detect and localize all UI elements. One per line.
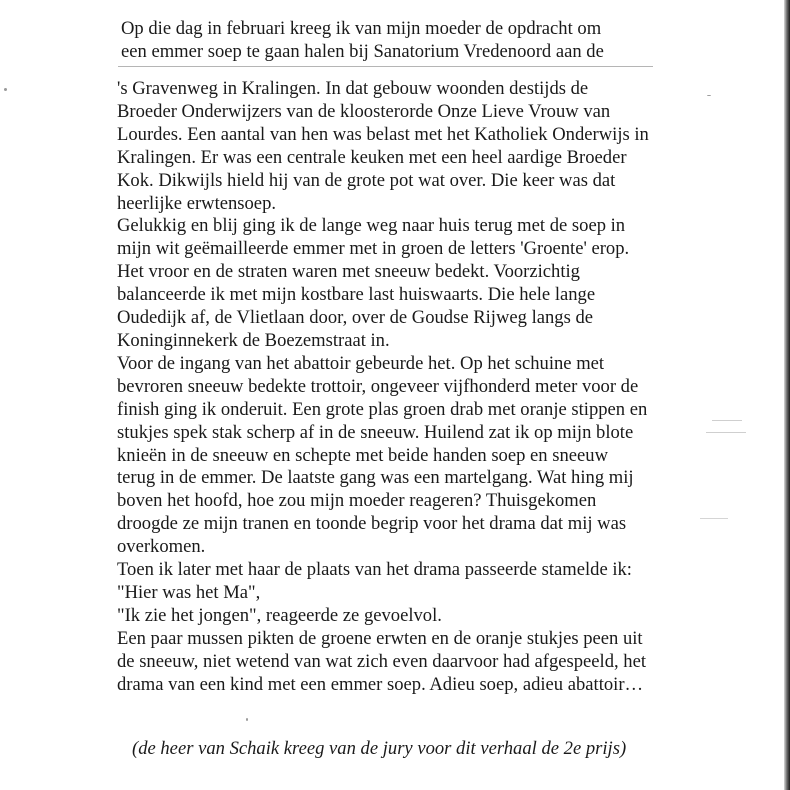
text-line: Koninginnekerk de Boezemstraat in. [117,329,390,351]
text-line: een emmer soep te gaan halen bij Sanatorium Vredenoord aan de [121,40,604,62]
scan-speck [246,718,248,721]
text-line: balanceerde ik met mijn kostbare last huiswaarts. Die hele lange [117,284,596,306]
text-line: droogde ze mijn tranen en toonde begrip voor het drama dat mij was [117,513,627,535]
text-line: 's Gravenweg in Kralingen. In dat gebouw woonden destijds de [117,78,589,99]
text-line: Het vroor en de straten waren met sneeuw bedekt. Voorzichtig [117,261,580,283]
text-line: terug in de emmer. De laatste gang was een martelgang. Wat hing mij [117,467,634,489]
text-line: "Hier was het Ma", [117,581,261,603]
scan-edge-shadow [784,0,790,790]
text-line: Kralingen. Er was een centrale keuken met een heel aardige Broeder [117,146,627,168]
text-line: overkomen. [117,536,206,558]
text-line: Op die dag in februari kreeg ik van mijn moeder de opdracht om [121,18,602,39]
text-line: bevroren sneeuw bedekte trottoir, ongeveer vijfhonderd meter voor de [117,375,639,397]
header-paragraph [121,18,604,64]
text-line: Broeder Onderwijzers van de kloosterorde Onze Lieve Vrouw van [117,100,611,122]
text-line: "Ik zie het jongen", reageerde ze gevoelvol. [117,604,442,626]
text-line: de sneeuw, niet wetend van wat zich even daarvoor had afgespeeld, het [117,650,647,672]
prize-caption: (de heer van Schaik kreeg van de jury voor dit verhaal de 2e prijs) [132,738,627,759]
scan-speck [4,88,7,91]
scan-speck [700,518,728,519]
text-line: Gelukkig en blij ging ik de lange weg naar huis terug met de soep in [117,215,626,237]
scan-speck [712,420,742,421]
text-line: Toen ik later met haar de plaats van het drama passeerde stamelde ik: [117,559,632,581]
story-body [117,78,649,696]
text-line: drama van een kind met een emmer soep. Adieu soep, adieu abattoir… [117,673,644,695]
text-line: heerlijke erwtensoep. [117,192,277,214]
text-line: mijn wit geëmailleerde emmer met in groen de letters 'Groente' erop. [117,238,630,260]
text-line: knieën in de sneeuw en schepte met beide handen soep en sneeuw [117,444,609,466]
text-line: Oudedijk af, de Vlietlaan door, over de Goudse Rijweg langs de [117,307,594,329]
text-line: Een paar mussen pikten de groene erwten en de oranje stukjes peen uit [117,627,643,649]
scan-speck [707,95,711,96]
header-divider [118,66,653,67]
scan-speck [706,432,746,433]
text-line: finish ging ik onderuit. Een grote plas groen drab met oranje stippen en [117,398,648,420]
text-line: boven het hoofd, hoe zou mijn moeder reageren? Thuisgekomen [117,490,597,512]
text-line: Kok. Dikwijls hield hij van de grote pot wat over. Die keer was dat [117,169,616,191]
text-line: Lourdes. Een aantal van hen was belast met het Katholiek Onderwijs in [117,123,649,145]
text-line: stukjes spek stak scherp af in de sneeuw. Huilend zat ik op mijn blote [117,421,634,443]
text-line: Voor de ingang van het abattoir gebeurde het. Op het schuine met [117,352,605,374]
